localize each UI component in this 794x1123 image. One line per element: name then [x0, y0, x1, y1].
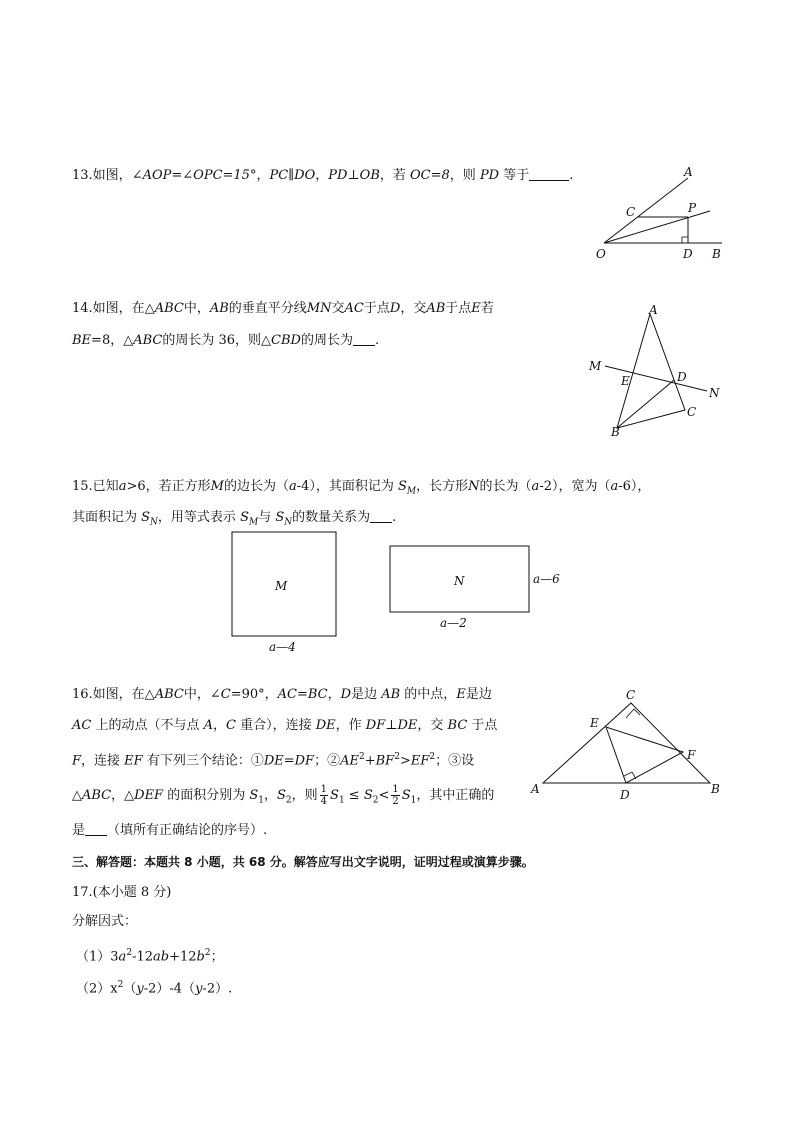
q15-figure	[225, 525, 575, 660]
q15-text: -2），宽为（	[539, 479, 611, 494]
q16-text: 上的动点（不与点	[91, 718, 204, 733]
q16-de: DE	[315, 718, 336, 733]
q14-text: 中，	[183, 301, 210, 316]
q15-text: 的数量关系为	[292, 510, 371, 525]
q14-ac: AC	[344, 301, 364, 316]
q14-label-d: D	[677, 370, 687, 384]
fraction-numerator: 1	[320, 784, 328, 795]
q14-e: E	[471, 301, 481, 316]
q14-triangle-symbol: △	[123, 333, 134, 348]
q16-label-a: A	[531, 782, 540, 796]
q16-text: ，△	[111, 788, 135, 803]
question-17-part-2	[76, 976, 232, 998]
q14-text: 若	[480, 301, 494, 316]
q15-label-m: M	[275, 579, 288, 593]
q14-label-n: N	[709, 386, 720, 400]
question-13-text	[72, 166, 573, 185]
q15-label-rect-width: a—6	[533, 572, 560, 586]
q13-oc-value: OC=8	[410, 168, 450, 183]
q14-abc: ABC	[154, 301, 184, 316]
q14-cbd: CBD	[271, 333, 301, 348]
q14-d: D	[389, 301, 401, 316]
q16-bf: BF	[375, 753, 395, 769]
q17-text: （	[123, 981, 137, 997]
section-3-heading: 三、解答题：本题共 8 小题，共 68 分。解答应写出文字说明，证明过程或演算步骤。	[72, 855, 534, 869]
q16-conclusion-1: DE=DF	[263, 753, 315, 769]
q14-text: 的周长为 36，则△	[162, 333, 272, 348]
q16-text: ，交	[417, 718, 448, 733]
q13-label-p: P	[688, 201, 697, 215]
q15-text: 其面积记为	[72, 510, 142, 525]
q14-abc: ABC	[133, 333, 163, 348]
q15-s: S	[275, 510, 285, 525]
q16-text: 的面积分别为	[163, 788, 250, 803]
q13-parallel: PC∥DO	[269, 168, 316, 183]
q16-text: 中，∠	[183, 687, 221, 702]
question-15-line-1	[72, 478, 650, 501]
q13-right-angle-mark	[682, 237, 688, 243]
q14-text: 交	[331, 301, 345, 316]
q17-var: b	[196, 949, 205, 965]
q15-label-rect-length: a—2	[440, 616, 467, 630]
q16-figure	[528, 685, 728, 805]
q15-m: M	[210, 479, 224, 494]
q16-text: +	[364, 753, 376, 769]
q15-subscript: M	[248, 517, 259, 528]
question-16-line-4	[72, 784, 494, 810]
q16-subscript: 1	[410, 795, 417, 806]
q15-label-n: N	[454, 574, 465, 588]
q16-label-b: B	[711, 782, 720, 796]
q16-c: C	[226, 718, 236, 733]
q16-text: 是边	[465, 687, 492, 702]
q13-sep4: ，则	[449, 168, 480, 183]
q16-text: ，	[213, 718, 227, 733]
q16-exponent: 2	[394, 752, 400, 762]
q16-text: ，	[263, 788, 277, 803]
q16-subscript: 2	[372, 795, 379, 806]
q13-sep3: ，若	[379, 168, 411, 183]
q13-label-c: C	[626, 205, 636, 219]
fraction-denominator: 2	[392, 796, 399, 807]
q16-text: =90°，	[230, 687, 278, 702]
question-14-line-1	[72, 300, 494, 318]
q16-text: 是	[72, 823, 86, 838]
q16-text: （填所有正确结论的序号）.	[107, 823, 268, 838]
q13-label-b: B	[712, 247, 721, 261]
q15-text: 15.已知	[72, 479, 119, 494]
q16-ae: AE	[340, 753, 359, 769]
q13-label-a: A	[684, 165, 693, 179]
q15-subscript: M	[406, 486, 417, 497]
q15-n: N	[468, 479, 480, 494]
q16-f: F	[72, 753, 82, 769]
q16-s: S	[401, 788, 411, 803]
q17-var: ab	[152, 949, 170, 965]
q16-s: S	[363, 788, 373, 803]
q15-text: 与	[258, 510, 276, 525]
q14-be: BE	[72, 333, 92, 348]
q16-text: >	[399, 753, 411, 769]
q14-text: 的周长为	[300, 333, 353, 348]
question-17-title: 17.(本小题 8 分)	[72, 885, 172, 900]
q16-ab: AB	[381, 687, 401, 702]
q16-label-e: E	[590, 716, 599, 730]
q13-ray-oa	[604, 178, 688, 243]
q16-text: =	[296, 687, 308, 702]
q16-text: 重合），连接	[235, 718, 316, 733]
q16-text: ；②	[314, 753, 341, 769]
q15-text: -6），	[618, 479, 651, 494]
q13-figure	[590, 160, 730, 270]
q16-exponent: 2	[358, 752, 365, 762]
q17-exponent: 2	[117, 980, 124, 990]
q16-fraction-half	[391, 784, 399, 807]
q16-text: ，作	[335, 718, 366, 733]
q16-text: 16.如图，在△	[72, 687, 155, 702]
q14-text: ，交	[400, 301, 427, 316]
q17-var: y	[195, 981, 203, 997]
q16-def: DEF	[134, 788, 164, 803]
q15-answer-blank	[370, 508, 392, 523]
q16-s: S	[277, 788, 286, 803]
q13-label-o: O	[596, 247, 606, 261]
q16-s: S	[249, 788, 259, 803]
q16-text: ，其中正确的	[416, 788, 495, 803]
q13-answer-blank	[529, 166, 569, 181]
q17-exponent: 2	[204, 948, 211, 958]
q16-text: △	[72, 788, 82, 803]
question-16-line-2	[72, 717, 497, 735]
q16-triangle-def	[606, 727, 683, 783]
q16-text: ，则	[291, 788, 318, 803]
q16-s: S	[330, 788, 339, 803]
q16-ef: EF	[124, 753, 143, 769]
q15-text: 的长为（	[479, 479, 532, 494]
q14-text: 14.如图，在	[72, 301, 145, 316]
question-16-line-1	[72, 686, 492, 704]
q14-label-e: E	[621, 374, 630, 388]
question-16-line-3	[72, 748, 474, 770]
q16-fraction-quarter	[320, 784, 328, 807]
q16-text: <	[378, 788, 390, 803]
q14-text: 于点	[363, 301, 390, 316]
q16-ac: AC	[72, 718, 92, 733]
q16-text: 有下列三个结论：①	[142, 753, 264, 769]
q15-a: a	[288, 479, 297, 494]
fraction-numerator: 1	[392, 784, 399, 795]
q17-var: x	[110, 981, 118, 997]
q16-d: D	[340, 687, 352, 702]
fraction-denominator: 4	[320, 796, 328, 807]
q14-label-b: B	[611, 425, 620, 439]
q15-text: >6，若正方形	[126, 479, 211, 494]
q13-label-d: D	[683, 247, 693, 261]
q13-lead: 13.如图，	[72, 168, 132, 183]
q14-triangle-symbol: △	[144, 301, 155, 316]
q16-ac: AC	[277, 687, 297, 702]
q15-text: 的边长为（	[223, 479, 289, 494]
q16-c: C	[220, 687, 231, 702]
q16-abc: ABC	[154, 687, 184, 702]
q16-text: 是边	[351, 687, 382, 702]
q14-label-a: A	[649, 303, 658, 317]
q16-text: ；③设	[435, 753, 475, 769]
q13-sep1: ，	[256, 168, 270, 183]
question-14-line-2	[72, 331, 379, 350]
q14-text: 于点	[445, 301, 472, 316]
q13-pd: PD	[479, 168, 500, 183]
q16-label-c: C	[626, 688, 636, 702]
q17-text: +12	[169, 949, 197, 965]
q14-figure	[585, 300, 725, 440]
q15-s: S	[240, 510, 249, 525]
q13-angle-equation: ∠AOP=∠OPC=15°	[131, 168, 257, 183]
q16-exponent: 2	[429, 752, 436, 762]
q16-text: 于点	[467, 718, 498, 733]
q16-text: 的中点，	[400, 687, 457, 702]
q14-label-m: M	[589, 359, 602, 373]
question-17-instruction: 分解因式：	[72, 914, 138, 929]
q17-text: （1）3	[76, 949, 119, 965]
q15-s: S	[141, 510, 151, 525]
q16-bc: BC	[447, 718, 468, 733]
q16-answer-blank	[85, 821, 107, 836]
q15-text: ，用等式表示	[157, 510, 241, 525]
q17-var: a	[118, 949, 127, 965]
q14-label-c: C	[687, 405, 697, 419]
q14-text: 的垂直平分线	[228, 301, 307, 316]
q16-subscript: 2	[285, 795, 292, 806]
q17-text: （2）	[76, 981, 111, 997]
q15-label-square-side: a—4	[269, 640, 296, 654]
q14-ab: AB	[426, 301, 446, 316]
q17-text: -2）.	[202, 981, 233, 997]
q16-perpendicular: DF⊥DE	[365, 718, 418, 733]
q13-sep2: ，	[315, 168, 329, 183]
q15-text: -4），其面积记为	[296, 479, 399, 494]
q16-triangle-abc	[543, 703, 710, 783]
q14-mn: MN	[306, 301, 332, 316]
q13-ray-op	[604, 211, 710, 243]
q17-text: -2）-4（	[143, 981, 196, 997]
q16-ef: EF	[410, 753, 430, 769]
q15-end: .	[392, 510, 397, 525]
q16-text: ，连接	[81, 753, 125, 769]
q16-text: ≤	[344, 788, 364, 803]
q15-a: a	[610, 479, 619, 494]
q15-subscript: N	[284, 517, 293, 528]
q16-abc: ABC	[82, 788, 112, 803]
q15-s: S	[398, 479, 407, 494]
q16-bc: BC	[307, 687, 328, 702]
q14-answer-blank	[353, 331, 375, 346]
q17-exponent: 2	[126, 948, 133, 958]
q14-end: .	[375, 333, 380, 348]
q14-text: =8，	[91, 333, 124, 348]
q16-e: E	[456, 687, 466, 702]
q15-subscript: N	[150, 517, 158, 528]
question-16-line-5	[72, 821, 267, 840]
q17-var: y	[136, 981, 144, 997]
q15-text: ，长方形	[416, 479, 469, 494]
q15-a: a	[531, 479, 540, 494]
q14-ab: AB	[209, 301, 229, 316]
q16-label-f: F	[687, 748, 696, 762]
q17-text: -12	[132, 949, 153, 965]
q17-text: ；	[210, 949, 224, 965]
q16-a: A	[203, 718, 213, 733]
q16-text: ，	[327, 687, 341, 702]
q15-a: a	[118, 479, 127, 494]
question-17-part-1	[76, 944, 224, 966]
q13-end: .	[569, 168, 574, 183]
q16-subscript: 1	[258, 795, 264, 806]
q16-right-angle-d	[624, 772, 636, 779]
q16-label-d: D	[620, 788, 630, 802]
q13-tail: 等于	[499, 168, 530, 183]
q16-subscript: 1	[338, 795, 345, 806]
q13-perpendicular: PD⊥OB	[328, 168, 380, 183]
